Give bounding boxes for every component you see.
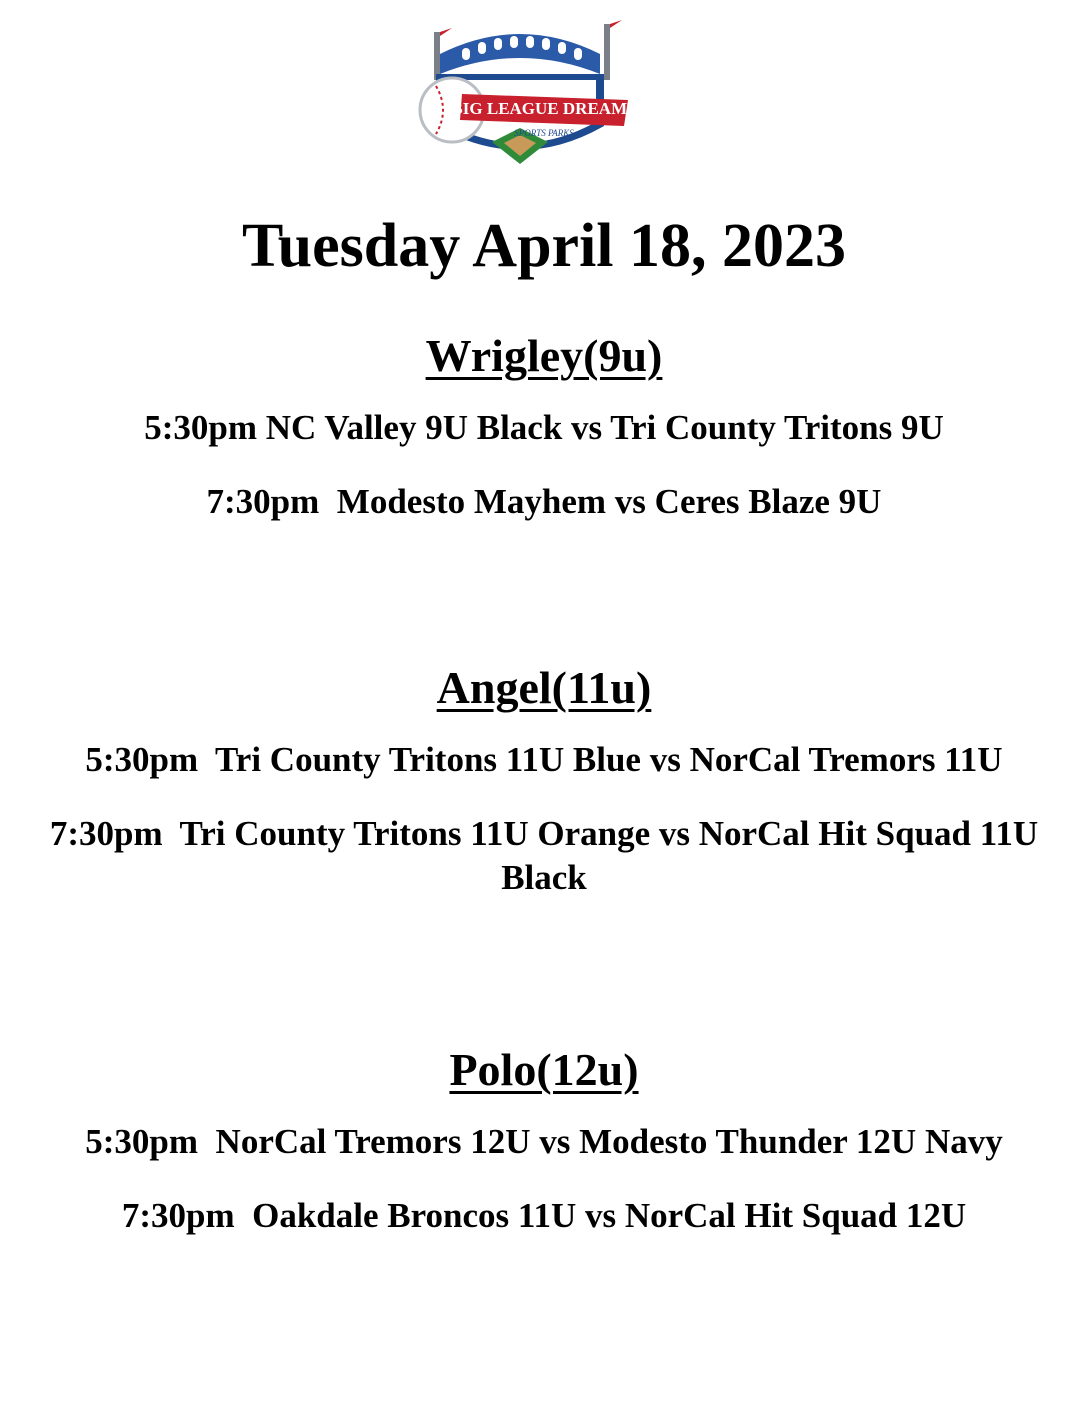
game-entry: 7:30pm Modesto Mayhem vs Ceres Blaze 9U: [206, 482, 882, 521]
field-heading: Wrigley(9u): [425, 330, 663, 381]
field-section-wrigley: [40, 328, 1048, 554]
field-section-polo: [40, 1042, 1048, 1268]
big-league-dreams-logo: [400, 14, 640, 174]
game-entry: 7:30pm Oakdale Broncos 11U vs NorCal Hit Squad 12U: [121, 1196, 967, 1235]
logo-subtitle: SPORTS PARKS: [514, 128, 574, 138]
page-title: Tuesday April 18, 2023: [241, 212, 847, 280]
logo-wordmark: BIG LEAGUE DREAMS: [451, 99, 637, 118]
field-section-angel: [40, 660, 1048, 930]
game-entry: 5:30pm NorCal Tremors 12U vs Modesto Thunder 12U Navy: [85, 1122, 1003, 1161]
game-entry: 5:30pm Tri County Tritons 11U Blue vs NorCal Tremors 11U: [85, 740, 1003, 779]
game-entry: 7:30pm Tri County Tritons 11U Orange vs NorCal Hit Squad 11U Black: [49, 814, 1047, 897]
field-heading: Polo(12u): [449, 1044, 639, 1095]
game-entry: 5:30pm NC Valley 9U Black vs Tri County Tritons 9U: [144, 408, 944, 447]
field-heading: Angel(11u): [436, 662, 652, 713]
